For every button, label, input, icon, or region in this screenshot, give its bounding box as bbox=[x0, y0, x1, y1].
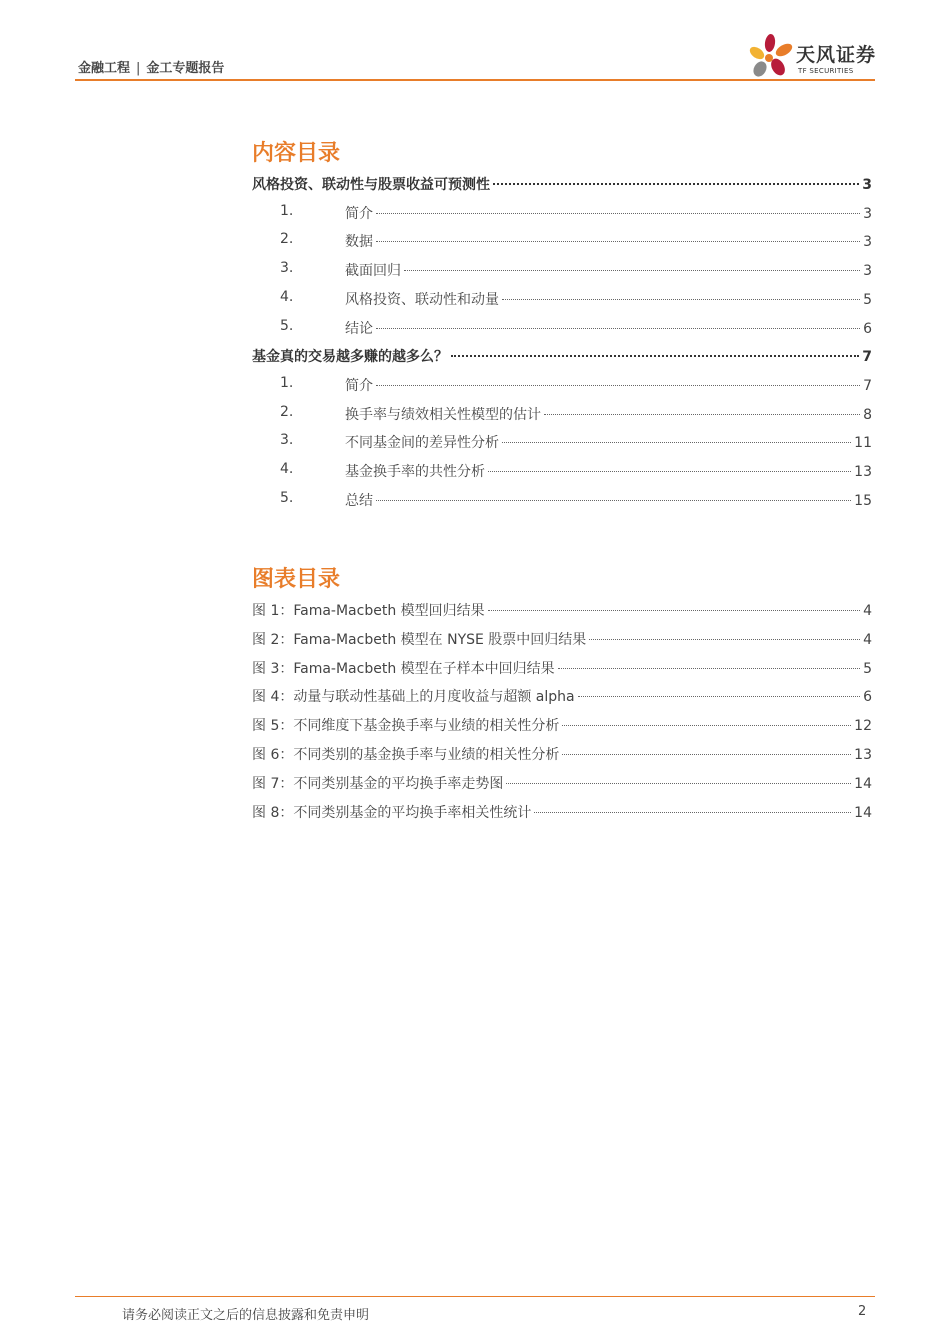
figure-list-item[interactable] bbox=[252, 715, 872, 735]
figure-list-item[interactable] bbox=[252, 629, 872, 649]
toc-item[interactable] bbox=[252, 490, 872, 510]
figure-list-item[interactable] bbox=[252, 600, 872, 620]
figure-item-text: 图 8：不同类别基金的平均换手率相关性统计 bbox=[252, 804, 532, 821]
toc-leader-dots bbox=[451, 355, 859, 357]
toc-item[interactable] bbox=[252, 289, 872, 309]
toc-item-number: 1. bbox=[280, 374, 294, 391]
figure-item-text: 图 2：Fama-Macbeth 模型在 NYSE 股票中回归结果 bbox=[252, 631, 587, 648]
figure-page-number: 6 bbox=[863, 689, 872, 706]
toc-item-number: 3. bbox=[280, 260, 294, 277]
figure-item-text: 图 1：Fama-Macbeth 模型回归结果 bbox=[252, 603, 485, 619]
toc-page-number: 11 bbox=[854, 435, 872, 452]
toc-item-text: 简介 bbox=[345, 377, 373, 394]
toc-item[interactable] bbox=[252, 404, 872, 424]
figure-leader-dots bbox=[558, 668, 860, 669]
toc-item-text: 数据 bbox=[345, 234, 373, 251]
toc-item[interactable] bbox=[252, 432, 872, 452]
toc-item-number: 3. bbox=[280, 432, 294, 449]
figure-list-item[interactable] bbox=[252, 744, 872, 764]
toc-leader-dots bbox=[376, 241, 860, 242]
toc-page-number: 13 bbox=[854, 464, 872, 480]
toc-leader-dots bbox=[376, 213, 860, 214]
figure-leader-dots bbox=[578, 696, 860, 697]
toc-item-text: 基金换手率的共性分析 bbox=[345, 464, 485, 480]
toc-item-number: 1. bbox=[280, 202, 294, 219]
toc-page-number: 7 bbox=[863, 377, 872, 394]
figure-list-item[interactable] bbox=[252, 658, 872, 678]
toc-leader-dots bbox=[544, 414, 860, 415]
toc-chapter[interactable] bbox=[252, 346, 872, 366]
toc-item-number: 5. bbox=[280, 317, 294, 334]
toc-leader-dots bbox=[404, 270, 860, 271]
figure-leader-dots bbox=[534, 812, 851, 813]
toc-item[interactable] bbox=[252, 203, 872, 223]
figure-page-number: 14 bbox=[854, 804, 872, 821]
header-report-type: 金工专题报告 bbox=[146, 61, 225, 76]
page-number: 2 bbox=[858, 1304, 867, 1319]
figure-list-item[interactable] bbox=[252, 686, 872, 706]
toc-item-text: 不同基金间的差异性分析 bbox=[345, 435, 499, 452]
toc-item[interactable] bbox=[252, 231, 872, 251]
figure-leader-dots bbox=[562, 754, 851, 755]
toc-page-number: 7 bbox=[862, 349, 872, 366]
toc-item-number: 2. bbox=[280, 231, 294, 248]
header-separator: | bbox=[136, 61, 141, 76]
toc-page-number: 8 bbox=[863, 406, 872, 423]
figure-item-text: 图 4：动量与联动性基础上的月度收益与超额 alpha bbox=[252, 689, 575, 706]
figure-list-item[interactable] bbox=[252, 802, 872, 822]
toc-item-number: 4. bbox=[280, 288, 294, 305]
toc-leader-dots bbox=[493, 183, 859, 185]
figure-leader-dots bbox=[488, 610, 860, 611]
header-breadcrumb bbox=[78, 57, 224, 76]
toc-leader-dots bbox=[376, 500, 851, 501]
toc-leader-dots bbox=[502, 299, 860, 300]
figure-list-item[interactable] bbox=[252, 773, 872, 793]
toc-item-number: 4. bbox=[280, 461, 294, 477]
toc-leader-dots bbox=[502, 442, 851, 443]
toc-item-text: 截面回归 bbox=[345, 263, 401, 280]
toc-item-text: 结论 bbox=[345, 320, 373, 337]
footer-rule bbox=[75, 1296, 875, 1297]
toc-leader-dots bbox=[376, 328, 860, 329]
toc-item[interactable] bbox=[252, 375, 872, 395]
figure-page-number: 14 bbox=[854, 775, 872, 792]
header-section: 金融工程 bbox=[78, 61, 131, 76]
figure-page-number: 4 bbox=[863, 631, 872, 648]
toc-page-number: 15 bbox=[854, 492, 872, 509]
toc-page-number: 6 bbox=[863, 320, 872, 337]
toc-item-number: 2. bbox=[280, 403, 294, 420]
toc-title: 内容目录 bbox=[252, 141, 341, 166]
toc-item-text: 总结 bbox=[345, 492, 373, 509]
toc-page-number: 5 bbox=[863, 291, 872, 308]
toc-page-number: 3 bbox=[862, 177, 872, 193]
figure-page-number: 5 bbox=[863, 660, 872, 677]
toc-item[interactable] bbox=[252, 260, 872, 280]
figure-item-text: 图 3：Fama-Macbeth 模型在子样本中回归结果 bbox=[252, 660, 555, 677]
toc-page-number: 3 bbox=[863, 234, 872, 251]
footer-disclaimer: 请务必阅读正文之后的信息披露和免责申明 bbox=[122, 1308, 370, 1323]
figure-leader-dots bbox=[506, 783, 851, 784]
logo-name-en: TF SECURITIES bbox=[798, 67, 854, 75]
toc-leader-dots bbox=[376, 385, 860, 386]
toc-chapter[interactable] bbox=[252, 174, 872, 194]
figure-item-text: 图 6：不同类别的基金换手率与业绩的相关性分析 bbox=[252, 747, 560, 763]
figure-page-number: 12 bbox=[854, 718, 872, 735]
figures-title: 图表目录 bbox=[252, 567, 341, 592]
figure-page-number: 13 bbox=[854, 747, 872, 763]
toc-item[interactable] bbox=[252, 318, 872, 338]
toc-page-number: 3 bbox=[863, 263, 872, 280]
toc-leader-dots bbox=[488, 471, 851, 472]
toc-item-text: 简介 bbox=[345, 205, 373, 222]
figure-leader-dots bbox=[589, 639, 860, 640]
toc-item-text: 换手率与绩效相关性模型的估计 bbox=[345, 406, 541, 423]
toc-item-text: 基金真的交易越多赚的越多么？ bbox=[252, 349, 448, 366]
toc-item-text: 风格投资、联动性和动量 bbox=[345, 291, 499, 308]
figure-item-text: 图 7：不同类别基金的平均换手率走势图 bbox=[252, 775, 504, 792]
logo-name-cn: 天风证券 bbox=[796, 44, 877, 66]
logo-flower-icon bbox=[748, 32, 796, 82]
logo bbox=[748, 32, 878, 82]
figure-leader-dots bbox=[562, 725, 851, 726]
toc-item-text: 风格投资、联动性与股票收益可预测性 bbox=[252, 177, 490, 193]
toc-item-number: 5. bbox=[280, 489, 294, 506]
figure-page-number: 4 bbox=[863, 603, 872, 619]
toc-page-number: 3 bbox=[863, 205, 872, 222]
toc-item[interactable] bbox=[252, 461, 872, 481]
figure-item-text: 图 5：不同维度下基金换手率与业绩的相关性分析 bbox=[252, 718, 560, 735]
